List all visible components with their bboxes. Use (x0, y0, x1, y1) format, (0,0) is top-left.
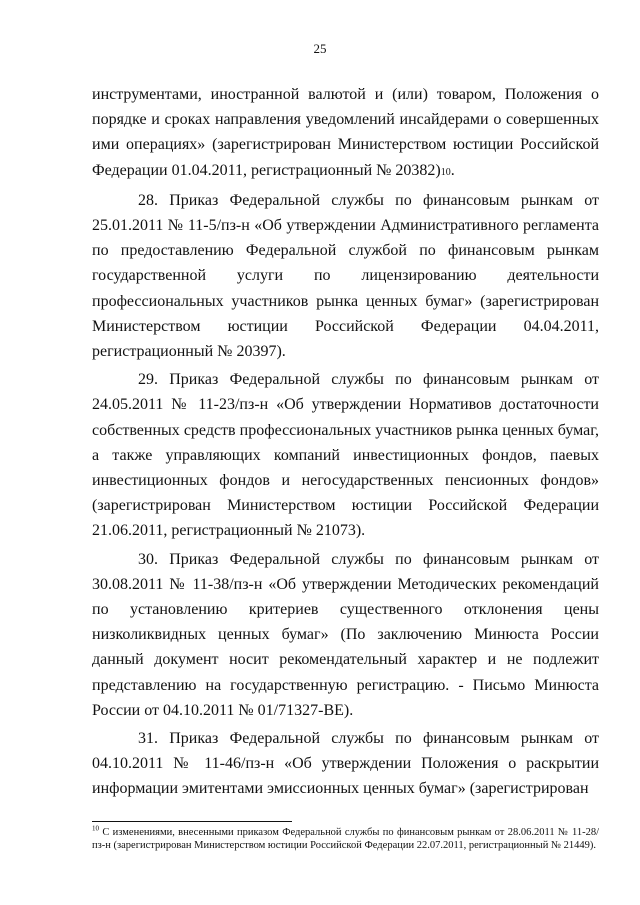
list-item-28: 28. Приказ Федеральной службы по финансовым рынкам от 25.01.2011 № 11-5/пз-н «Об утверждении Административного регламента по предоставлению Федеральной службой по финансовым рынкам государственной услуги по лицензированию деятельности профессиональных участников рынка ценных бумаг» (зарегистрирован Министерством юстиции Российской Федерации 04.04.2011, регистрационный № 20397). (92, 191, 599, 361)
footnote (92, 826, 599, 852)
footnote-text: С изменениями, внесенными приказом Федеральной службы по финансовым рынкам от 28.06.2011 № 11-28/пз-н (зарегистрирован Министерством юстиции Российской Федерации 22.07.2011, регистрационный № 21449). (92, 827, 599, 851)
paragraph-text: инструментами, иностранной валютой и (или) товаром, Положения о порядке и сроках направления уведомлений инсайдерами о совершенных ими операциях» (зарегистрирован Министерством юстиции Российской Федерации 01.04.2011, регистрационный № 20382) (92, 86, 599, 179)
page-number: 25 (313, 41, 327, 56)
list-item-30: 30. Приказ Федеральной службы по финансовым рынкам от 30.08.2011 № 11-38/пз-н «Об утверждении Методических рекомендаций по установлению критериев существенного отклонения цены низколиквидных ценных бумаг» (По заключению Минюста России данный документ носит рекомендательный характер и не подлежит представлению на государственную регистрацию. - Письмо Минюста России от 04.10.2011 № 01/71327-ВЕ). (92, 550, 599, 719)
footnote-reference: 10 (440, 166, 451, 178)
footnote-marker: 10 (92, 824, 99, 833)
list-item-31: 31. Приказ Федеральной службы по финансовым рынкам от 04.10.2011 № 11-46/пз-н «Об утверждении Положения о раскрытии информации эмитентами эмиссионных ценных бумаг» (зарегистрирован (92, 730, 599, 798)
paragraph-continuation (92, 82, 599, 185)
list-item-29: 29. Приказ Федеральной службы по финансовым рынкам от 24.05.2011 № 11-23/пз-н «Об утверждении Нормативов достаточности собственных средств профессиональных участников рынка ценных бумаг, а также управляющих компаний инвестиционных фондов, паевых инвестиционных фондов и негосударственных пенсионных фондов» (зарегистрирован Министерством юстиции Российской Федерации 21.06.2011, регистрационный № 21073). (92, 371, 599, 540)
document-body (92, 82, 599, 802)
paragraph-end: . (450, 161, 455, 179)
footnote-divider (92, 821, 292, 822)
